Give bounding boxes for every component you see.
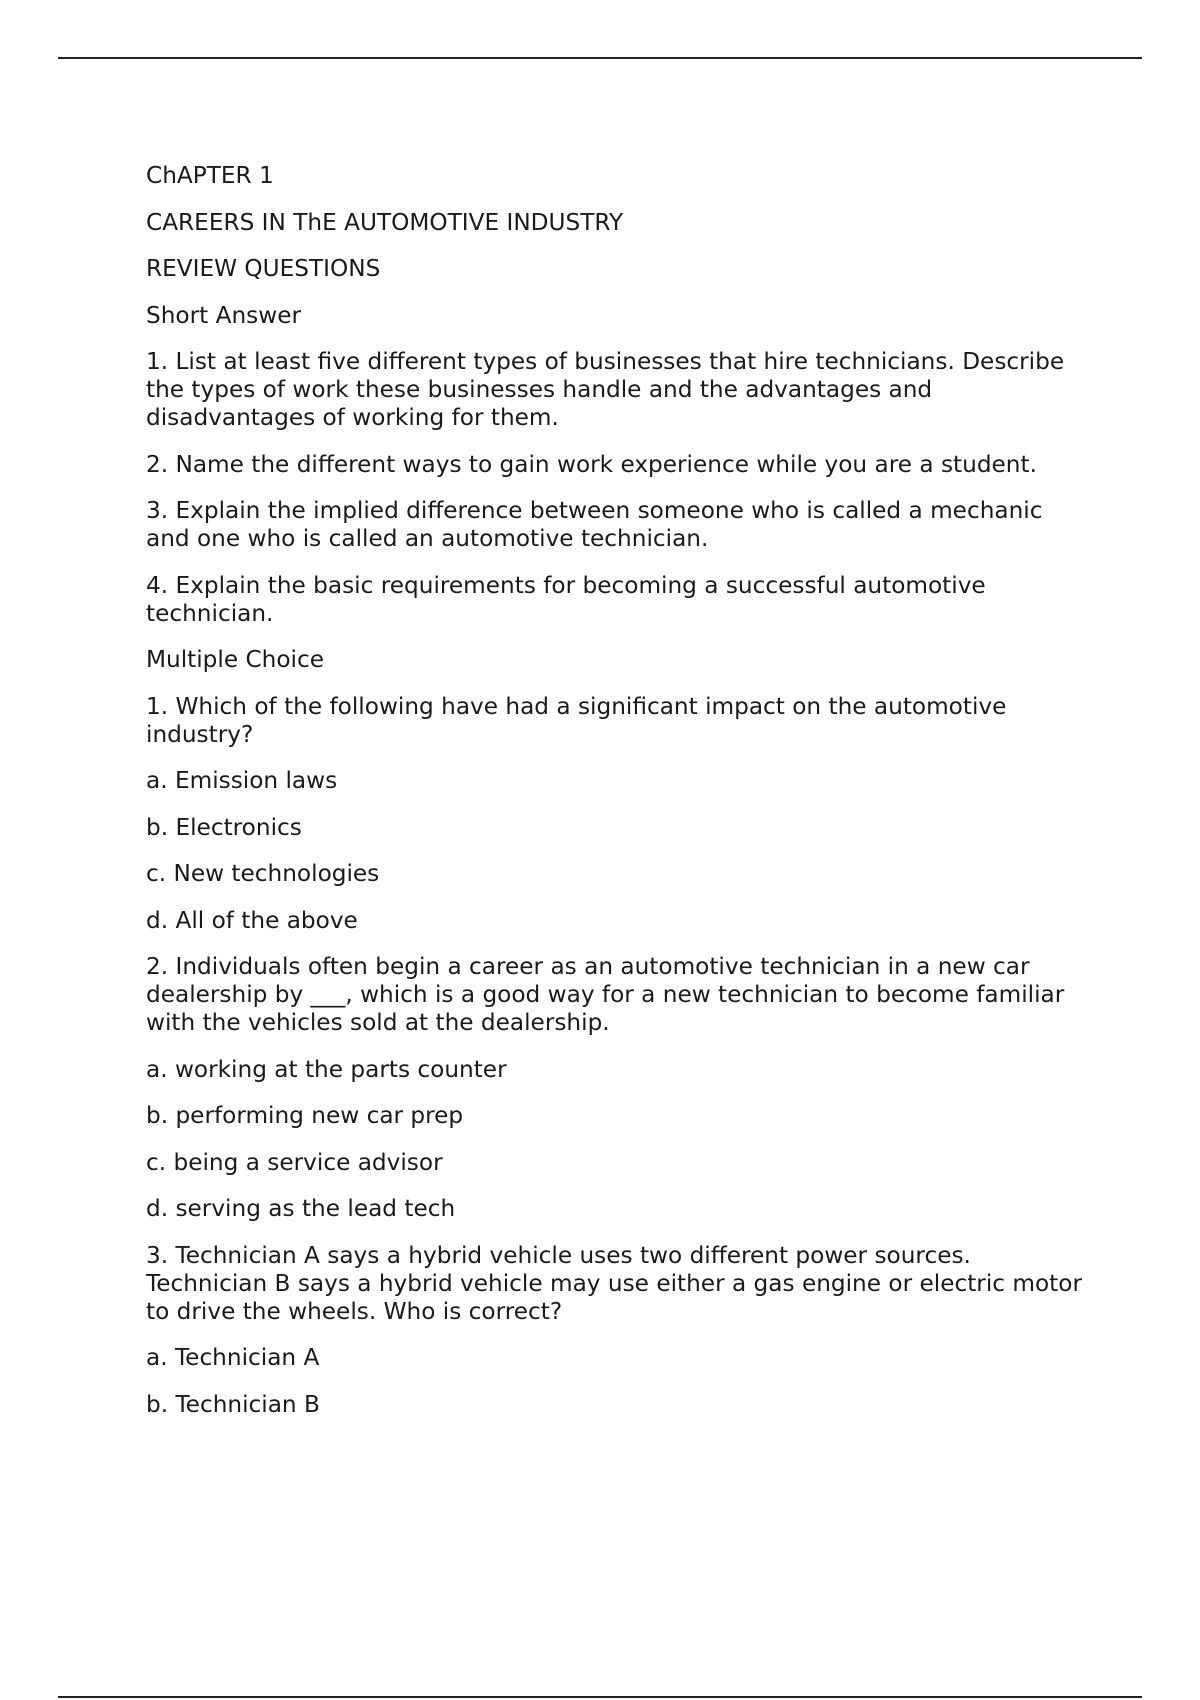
mc-question-stem: 2. Individuals often begin a career as an automotive technician in a new car dealership by ___, which is a good way for a new technician to become familiar with the vehicles sold at the dealership. — [146, 953, 1065, 1036]
short-answer-question: 2. Name the different ways to gain work experience while you are a student. — [146, 450, 1037, 478]
mc-option: b. Technician B — [146, 1390, 320, 1418]
section-heading: REVIEW QUESTIONS — [146, 255, 381, 282]
mc-option: c. New technologies — [146, 860, 380, 887]
mc-option: a. working at the parts counter — [146, 1055, 507, 1083]
mc-question-stem: 3. Technician A says a hybrid vehicle uses two different power sources. Technician B says a hybrid vehicle may use either a gas engine or electric motor to drive the wheels. Who is correct? — [146, 1241, 1082, 1325]
short-answer-heading: Short Answer — [146, 301, 301, 329]
multiple-choice-heading: Multiple Choice — [146, 646, 325, 673]
mc-option: a. Technician A — [146, 1344, 320, 1371]
short-answer-question: 4. Explain the basic requirements for becoming a successful automotive technician. — [146, 571, 986, 627]
mc-option: d. All of the above — [146, 906, 358, 934]
mc-option: d. serving as the lead tech — [146, 1195, 456, 1222]
mc-option: b. performing new car prep — [146, 1102, 464, 1129]
top-rule — [58, 57, 1142, 59]
mc-option: b. Electronics — [146, 813, 302, 841]
short-answer-question: 1. List at least five different types of businesses that hire technicians. Describe the types of work these businesses handle and the advantages and disadvantages of working for them. — [146, 348, 1065, 431]
short-answer-question: 3. Explain the implied difference between someone who is called a mechanic and one who is called an automotive technician. — [146, 497, 1043, 552]
mc-option: a. Emission laws — [146, 767, 338, 794]
chapter-title: CAREERS IN ThE AUTOMOTIVE INDUSTRY — [146, 208, 624, 236]
mc-question-stem: 1. Which of the following have had a significant impact on the automotive industry? — [146, 692, 1007, 748]
bottom-rule — [58, 1696, 1142, 1698]
chapter-label: ChAPTER 1 — [146, 162, 274, 189]
mc-option: c. being a service advisor — [146, 1148, 443, 1176]
document-body — [146, 162, 1086, 1437]
